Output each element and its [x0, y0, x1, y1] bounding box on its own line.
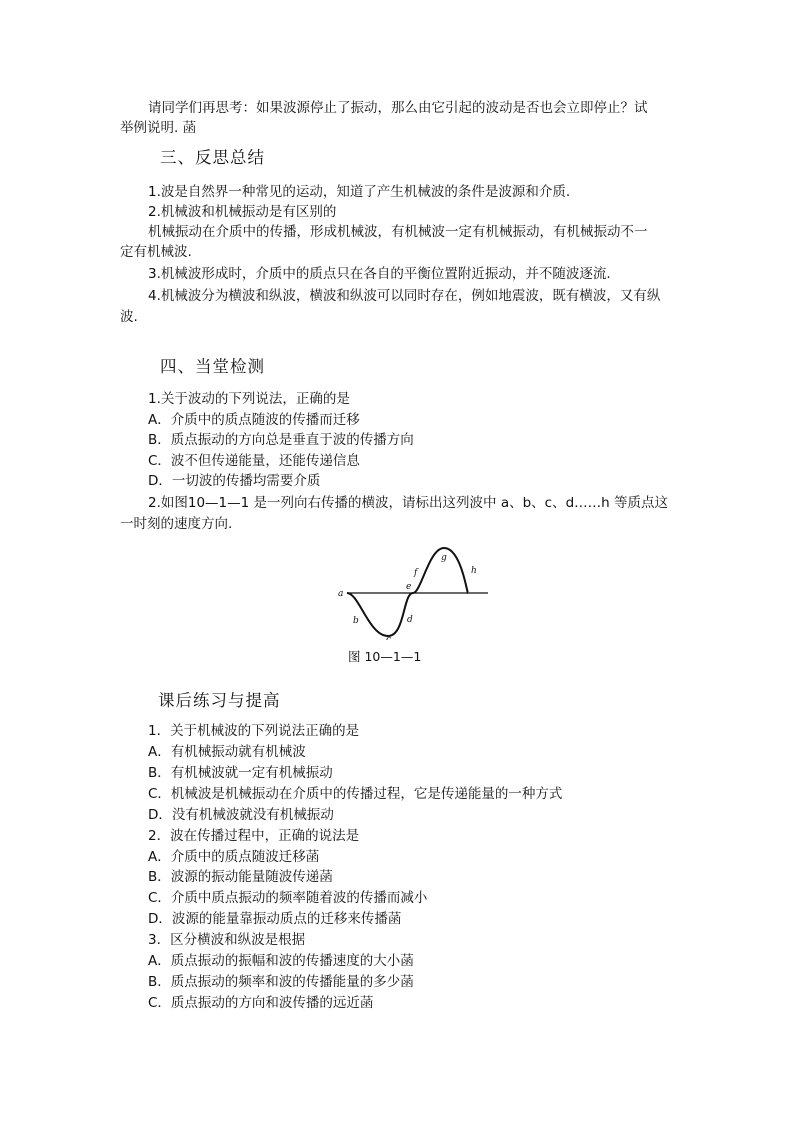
point-label: a [338, 589, 344, 599]
option-line: A．质点振动的振幅和波的传播速度的大小菡 [148, 953, 414, 969]
paragraph-line: 2．波在传播过程中，正确的说法是 [148, 828, 360, 844]
option-line: B．质点振动的频率和波的传播能量的多少菡 [148, 974, 414, 990]
section-heading: 四、当堂检测 [160, 357, 265, 376]
point-label: d [407, 615, 413, 625]
figure-caption: 图 10—1—1 [348, 649, 422, 664]
point-label: c [386, 635, 392, 640]
option-line: B．有机械波就一定有机械振动 [148, 765, 333, 781]
option-line: C．机械波是机械振动在介质中的传播过程，它是传递能量的一种方式 [148, 786, 563, 802]
option-line: B．波源的振动能量随波传递菡 [148, 869, 333, 885]
option-line: B．质点振动的方向总是垂直于波的传播方向 [148, 432, 414, 448]
option-line: A．介质中的质点随波的传播而迁移 [148, 412, 360, 428]
point-label: g [441, 553, 447, 563]
paragraph-line: 波. [120, 309, 138, 325]
paragraph-line: 1．关于机械波的下列说法正确的是 [148, 723, 360, 739]
paragraph-line: 1.关于波动的下列说法，正确的是 [148, 391, 350, 407]
paragraph-line: 2.如图10—1—1 是一列向右传播的横波，请标出这列波中 a、b、c、d……h 等质点这 [148, 495, 668, 511]
point-label: f [414, 568, 418, 578]
option-line: D．波源的能量靠振动质点的迁移来传播菡 [148, 911, 402, 927]
point-label: h [471, 566, 477, 576]
wave-diagram [333, 540, 493, 640]
option-line: D．一切波的传播均需要介质 [148, 473, 321, 489]
wave-figure [333, 540, 493, 640]
point-label: e [406, 582, 412, 592]
paragraph-line: 一时刻的速度方向. [120, 516, 233, 532]
option-line: A．有机械振动就有机械波 [148, 744, 306, 760]
option-line: C．介质中质点振动的频率随着波的传播而减小 [148, 890, 428, 906]
paragraph-line: 定有机械波. [120, 244, 192, 260]
section-heading: 三、反思总结 [160, 148, 265, 167]
paragraph-line: 3.机械波形成时，介质中的质点只在各自的平衡位置附近振动，并不随波逐流. [148, 266, 611, 282]
option-line: D．没有机械波就没有机械振动 [148, 807, 334, 823]
paragraph-line: 机械振动在介质中的传播，形成机械波，有机械波一定有机械振动，有机械振动不一 [148, 224, 648, 240]
paragraph-line: 举例说明. 菡 [120, 120, 197, 136]
point-label: b [353, 616, 359, 626]
paragraph-line: 3．区分横波和纵波是根据 [148, 932, 306, 948]
option-line: C．质点振动的方向和波传播的远近菡 [148, 995, 374, 1011]
paragraph-line: 1.波是自然界一种常见的运动，知道了产生机械波的条件是波源和介质. [148, 184, 571, 200]
option-line: A．介质中的质点随波迁移菡 [148, 849, 320, 865]
paragraph-line: 请同学们再思考：如果波源停止了振动，那么由它引起的波动是否也会立即停止？试 [148, 100, 648, 116]
option-line: C．波不但传递能量，还能传递信息 [148, 453, 360, 469]
paragraph-line: 4.机械波分为横波和纵波，横波和纵波可以同时存在，例如地震波，既有横波，又有纵 [148, 288, 661, 304]
paragraph-line: 2.机械波和机械振动是有区别的 [148, 204, 337, 220]
section-heading: 课后练习与提高 [158, 691, 281, 710]
